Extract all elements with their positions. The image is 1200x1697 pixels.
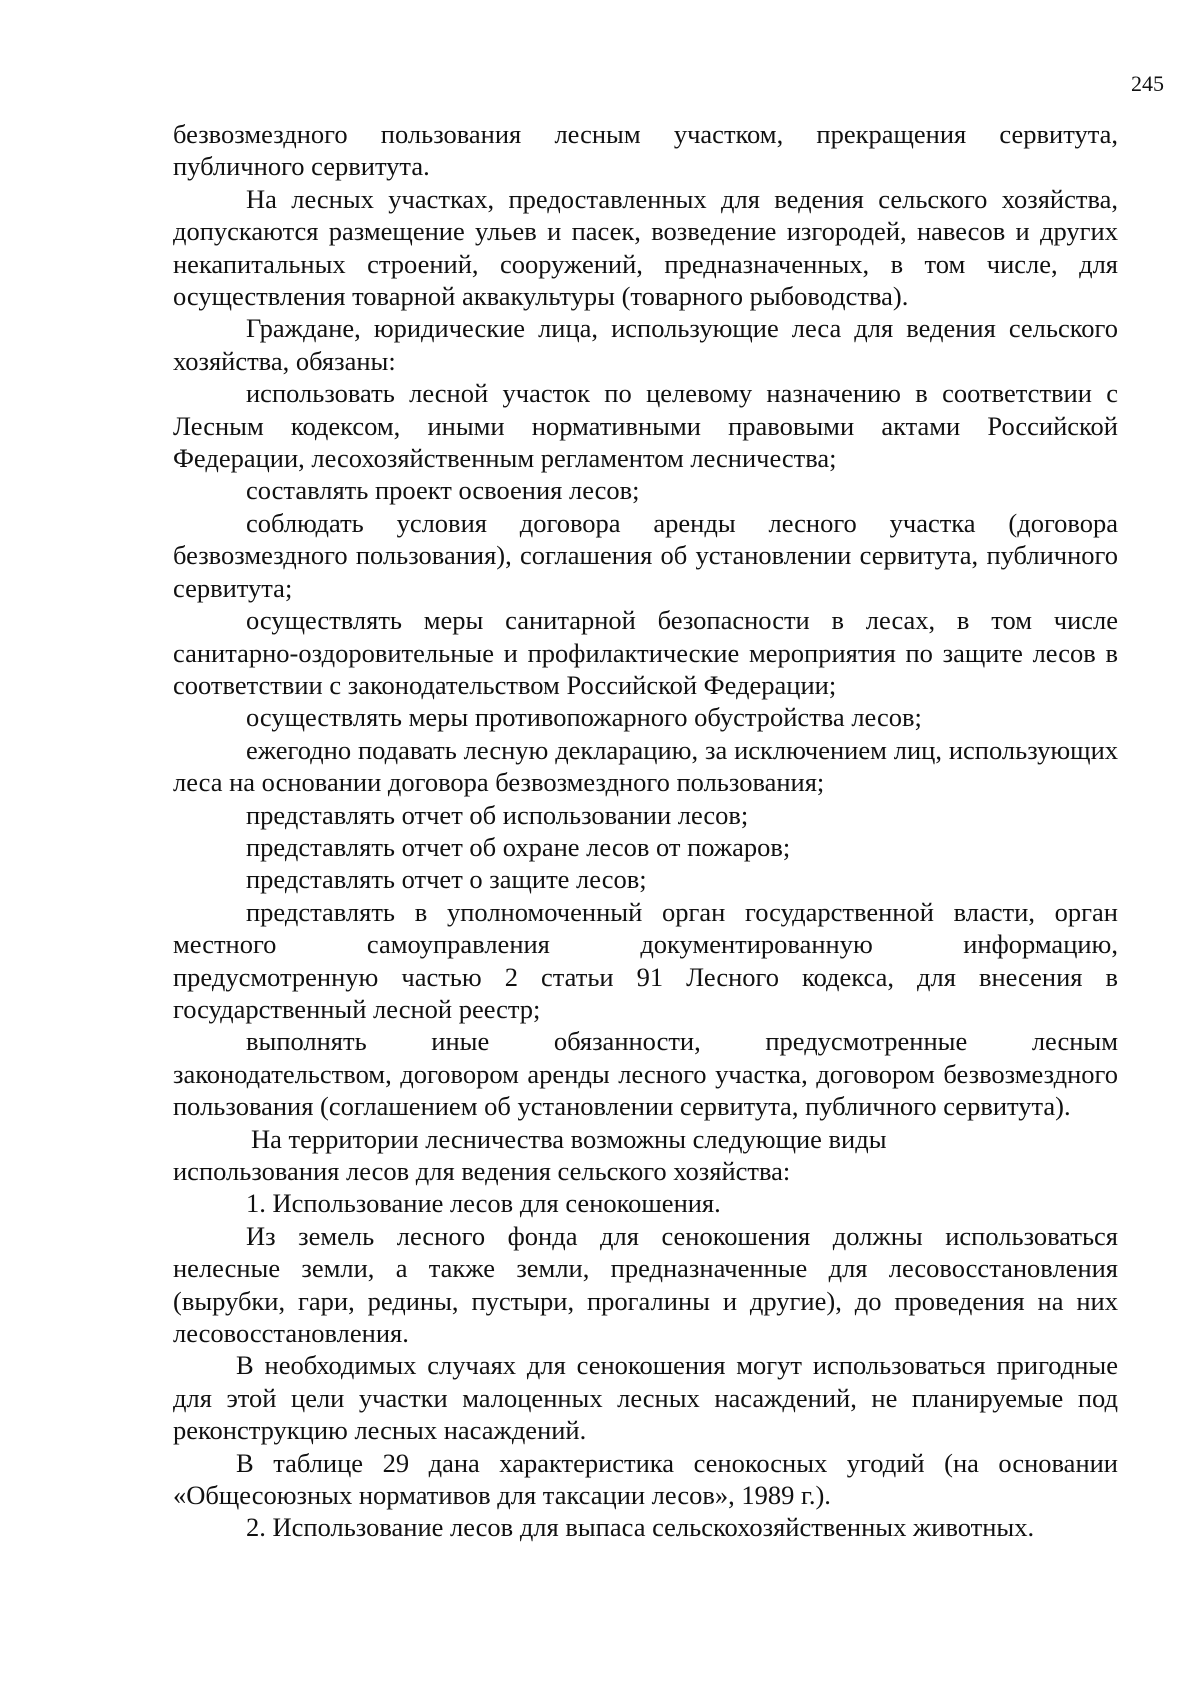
paragraph: составлять проект освоения лесов; [246,475,640,506]
paragraph-line: представлять в уполномоченный орган государственной власти, орган [246,896,1118,927]
paragraph: безвозмездного пользования лесным участком, прекращения сервитута, публичного сервитута. [173,119,1118,182]
paragraph: представлять отчет об использовании лесов; [246,799,749,830]
page-number: 245 [1131,71,1164,96]
paragraph-line: местного самоуправления документированную информацию, [173,929,1118,960]
paragraph: На лесных участках, предоставленных для ведения сельского хозяйства, допускаются размещение ульев и пасек, возведение изгородей, навесов и других некапитальных строений, сооружений, предназначенных, в том числе, для осуществления товарной аквакультуры (товарного рыбоводства). [173,183,1118,312]
paragraph: соблюдать условия договора аренды лесного участка (договора безвозмездного пользования), соглашения об установлении сервитута, публичного сервитута; [173,507,1118,603]
paragraph: осуществлять меры санитарной безопасности в лесах, в том числе санитарно-оздоровительные и профилактические мероприятия по защите лесов в соответствии с законодательством Российской Федерации; [173,605,1118,700]
paragraph: использовать лесной участок по целевому назначению в соответствии с Лесным кодексом, иными нормативными правовыми актами Российской Федерации, лесохозяйственным регламентом лесничества; [173,378,1118,474]
paragraph: представлять отчет о защите лесов; [246,864,647,895]
paragraph: законодательством, договором аренды лесного участка, договором безвозмездного пользования (соглашением об установлении сервитута, публичного сервитута). [173,1058,1118,1122]
paragraph: В необходимых случаях для сенокошения могут использоваться пригодные для этой цели участки малоценных лесных насаждений, не планируемые под реконструкцию лесных насаждений. [173,1350,1118,1446]
document-body [173,118,1118,1544]
paragraph: представлять отчет об охране лесов от пожаров; [246,831,791,862]
paragraph: В таблице 29 дана характеристика сенокосных угодий (на основании «Общесоюзных нормативов для таксации лесов», 1989 г.). [173,1447,1118,1511]
paragraph-line: На территории лесничества возможны следующие виды [251,1123,887,1154]
list-heading: 1. Использование лесов для сенокошения. [246,1188,721,1219]
list-heading: 2. Использование лесов для выпаса сельскохозяйственных животных. [246,1512,1035,1543]
paragraph: предусмотренную частью 2 статьи 91 Лесного кодекса, для внесения в государственный лесной реестр; [173,961,1118,1024]
paragraph: осуществлять меры противопожарного обустройства лесов; [246,702,922,733]
paragraph-line: выполнять иные обязанности, предусмотренные лесным [246,1026,1118,1057]
paragraph-line: использования лесов для ведения сельского хозяйства: [173,1156,791,1186]
paragraph: Граждане, юридические лица, использующие леса для ведения сельского хозяйства, обязаны: [173,313,1118,376]
paragraph: ежегодно подавать лесную декларацию, за исключением лиц, использующих леса на основании договора безвозмездного пользования; [173,734,1118,798]
paragraph: Из земель лесного фонда для сенокошения должны использоваться нелесные земли, а также земли, предназначенные для лесовосстановления (вырубки, гари, редины, пустыри, прогалины и другие), до проведения на них лесовосстановления. [173,1220,1118,1349]
